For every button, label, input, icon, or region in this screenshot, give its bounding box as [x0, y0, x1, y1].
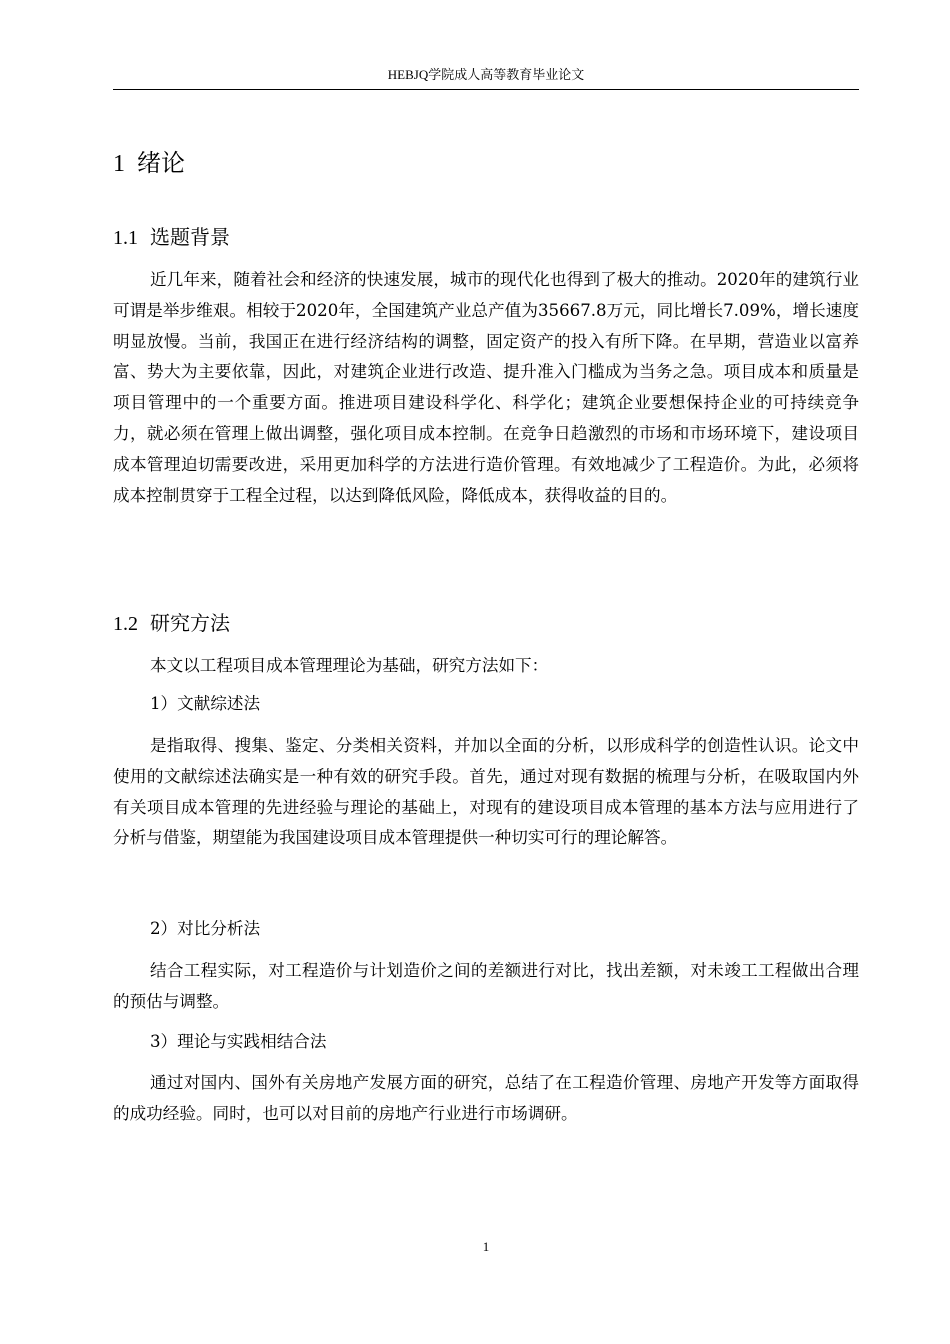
chapter-number: 1	[113, 151, 125, 177]
page-number: 1	[482, 1239, 490, 1254]
chapter-heading	[113, 146, 185, 181]
section-heading-1-2	[113, 608, 230, 639]
method-text-1: 是指取得、搜集、鉴定、分类相关资料，并加以全面的分析，以形成科学的创造性认识。论文中使用的文献综述法确实是一种有效的研究手段。首先，通过对现有数据的梳理与分析，在吸取国内外有关项目成本管理的先进经验与理论的基础上，对现有的建设项目成本管理的基本方法与应用进行了分析与借鉴，期望能为我国建设项目成本管理提供一种切实可行的理论解答。	[113, 736, 859, 848]
background-paragraph: 近几年来，随着社会和经济的快速发展，城市的现代化也得到了极大的推动。2020年的建筑行业可谓是举步维艰。相较于2020年，全国建筑产业总产值为35667.8万元，同比增长7.09%，增长速度明显放慢。当前，我国正在进行经济结构的调整，固定资产的投入有所下降。在早期，营造业以富养富、势大为主要依靠，因此，对建筑企业进行改造、提升准入门槛成为当务之急。项目成本和质量是项目管理中的一个重要方面。推进项目建设科学化、科学化；建筑企业要想保持企业的可持续竞争力，就必须在管理上做出调整，强化项目成本控制。在竞争日趋激烈的市场和市场环境下，建设项目成本管理迫切需要改进，采用更加科学的方法进行造价管理。有效地减少了工程造价。为此，必须将成本控制贯穿于工程全过程，以达到降低风险，降低成本，获得收益的目的。	[113, 270, 859, 505]
methods-intro: 本文以工程项目成本管理理论为基础，研究方法如下：	[150, 656, 549, 675]
method-text-2: 结合工程实际，对工程造价与计划造价之间的差额进行对比，找出差额，对未竣工工程做出合理的预估与调整。	[113, 961, 859, 1011]
section-title: 选题背景	[150, 225, 230, 249]
header-rule	[113, 89, 859, 90]
page-header: HEBJQ学院成人高等教育毕业论文	[387, 67, 585, 82]
method-label-1: 1）文献综述法	[150, 694, 261, 713]
method-text-3: 通过对国内、国外有关房地产发展方面的研究，总结了在工程造价管理、房地产开发等方面取得的成功经验。同时，也可以对目前的房地产行业进行市场调研。	[113, 1073, 859, 1123]
method-label-2: 2）对比分析法	[150, 919, 261, 938]
section-number: 1.2	[113, 613, 138, 635]
method-label-3: 3）理论与实践相结合法	[150, 1032, 327, 1051]
chapter-title: 绪论	[137, 149, 185, 177]
section-number: 1.1	[113, 227, 138, 249]
section-heading-1-1	[113, 222, 230, 253]
section-title: 研究方法	[150, 611, 230, 635]
